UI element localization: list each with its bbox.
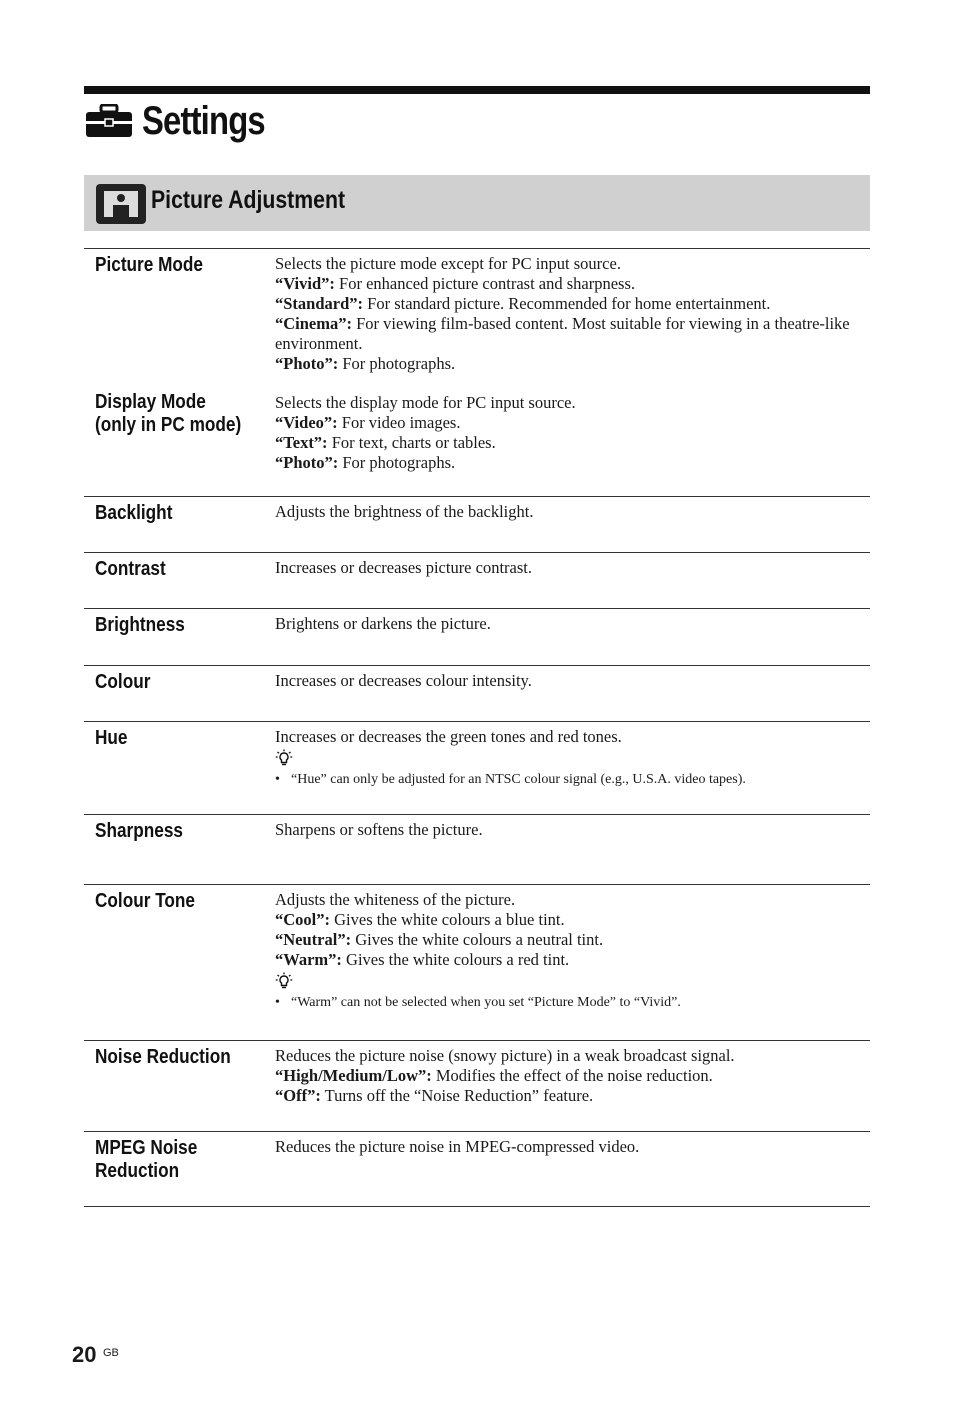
setting-name: Noise Reduction — [95, 1046, 231, 1068]
setting-name: Sharpness — [95, 820, 183, 842]
description-line: “Cinema”: For viewing film-based content. Most suitable for viewing in a theatre-like environment. — [275, 314, 850, 353]
setting-description — [275, 1046, 870, 1106]
description-line: “Neutral”: Gives the white colours a neutral tint. — [275, 930, 604, 949]
section-title: Picture Adjustment — [151, 186, 346, 214]
description-line: Increases or decreases colour intensity. — [275, 671, 532, 690]
page-header — [84, 96, 292, 146]
table-row — [84, 815, 870, 885]
tip-note: • “Hue” can only be adjusted for an NTSC colour signal (e.g., U.S.A. video tapes). — [275, 772, 746, 787]
table-row — [84, 609, 870, 666]
setting-description — [275, 393, 870, 473]
table-row — [84, 666, 870, 722]
table-row — [84, 553, 870, 609]
description-line: Selects the picture mode except for PC input source. — [275, 254, 621, 273]
description-line: Brightens or darkens the picture. — [275, 614, 491, 633]
table-row — [84, 1041, 870, 1132]
page-title: Settings — [142, 98, 265, 143]
table-row — [84, 722, 870, 815]
description-line: “Warm”: Gives the white colours a red tint. — [275, 950, 570, 969]
setting-description — [275, 558, 870, 578]
setting-description — [275, 890, 870, 1012]
description-line: “Cool”: Gives the white colours a blue tint. — [275, 910, 565, 929]
setting-name: Colour Tone — [95, 890, 196, 912]
setting-name: Brightness — [95, 614, 185, 636]
setting-description — [275, 727, 870, 789]
setting-name: Display Mode (only in PC mode) — [95, 391, 242, 436]
description-line: Reduces the picture noise in MPEG-compressed video. — [275, 1137, 640, 1156]
setting-description — [275, 671, 870, 691]
table-row — [84, 249, 870, 497]
description-line: “Text”: For text, charts or tables. — [275, 433, 496, 452]
setting-description — [275, 502, 870, 522]
picture-adjustment-icon — [96, 184, 146, 224]
settings-table — [84, 248, 870, 1207]
setting-name: Hue — [95, 727, 128, 749]
setting-name: Backlight — [95, 502, 173, 524]
description-line: Selects the display mode for PC input source. — [275, 393, 576, 412]
description-line: Increases or decreases the green tones and red tones. — [275, 727, 622, 746]
section-header — [84, 175, 870, 231]
setting-name: Colour — [95, 671, 151, 693]
lightbulb-tip-icon — [275, 972, 293, 990]
toolbox-icon — [84, 104, 134, 138]
setting-name: Contrast — [95, 558, 166, 580]
lightbulb-tip-icon — [275, 749, 293, 767]
description-line: “Vivid”: For enhanced picture contrast and sharpness. — [275, 274, 636, 293]
setting-description — [275, 1137, 870, 1157]
top-rule — [84, 86, 870, 94]
description-line: Adjusts the brightness of the backlight. — [275, 502, 534, 521]
description-line: “Standard”: For standard picture. Recommended for home entertainment. — [275, 294, 771, 313]
table-row — [84, 885, 870, 1041]
description-line: Adjusts the whiteness of the picture. — [275, 890, 516, 909]
table-row — [84, 1132, 870, 1207]
page-number: 20 — [72, 1342, 97, 1367]
page-region: GB — [103, 1347, 119, 1359]
description-line: Sharpens or softens the picture. — [275, 820, 483, 839]
setting-name: Picture Mode — [95, 254, 203, 276]
description-line: “Video”: For video images. — [275, 413, 461, 432]
setting-name: MPEG Noise Reduction — [95, 1137, 198, 1182]
table-row — [84, 497, 870, 553]
description-line: “Photo”: For photographs. — [275, 453, 456, 472]
description-line: “High/Medium/Low”: Modifies the effect of the noise reduction. — [275, 1066, 713, 1085]
description-line: Increases or decreases picture contrast. — [275, 558, 532, 577]
description-line: “Photo”: For photographs. — [275, 354, 456, 373]
setting-description — [275, 614, 870, 634]
setting-description — [275, 254, 870, 374]
description-line: Reduces the picture noise (snowy picture) in a weak broadcast signal. — [275, 1046, 735, 1065]
description-line: “Off”: Turns off the “Noise Reduction” feature. — [275, 1086, 594, 1105]
setting-description — [275, 820, 870, 840]
tip-note: • “Warm” can not be selected when you set “Picture Mode” to “Vivid”. — [275, 995, 681, 1010]
